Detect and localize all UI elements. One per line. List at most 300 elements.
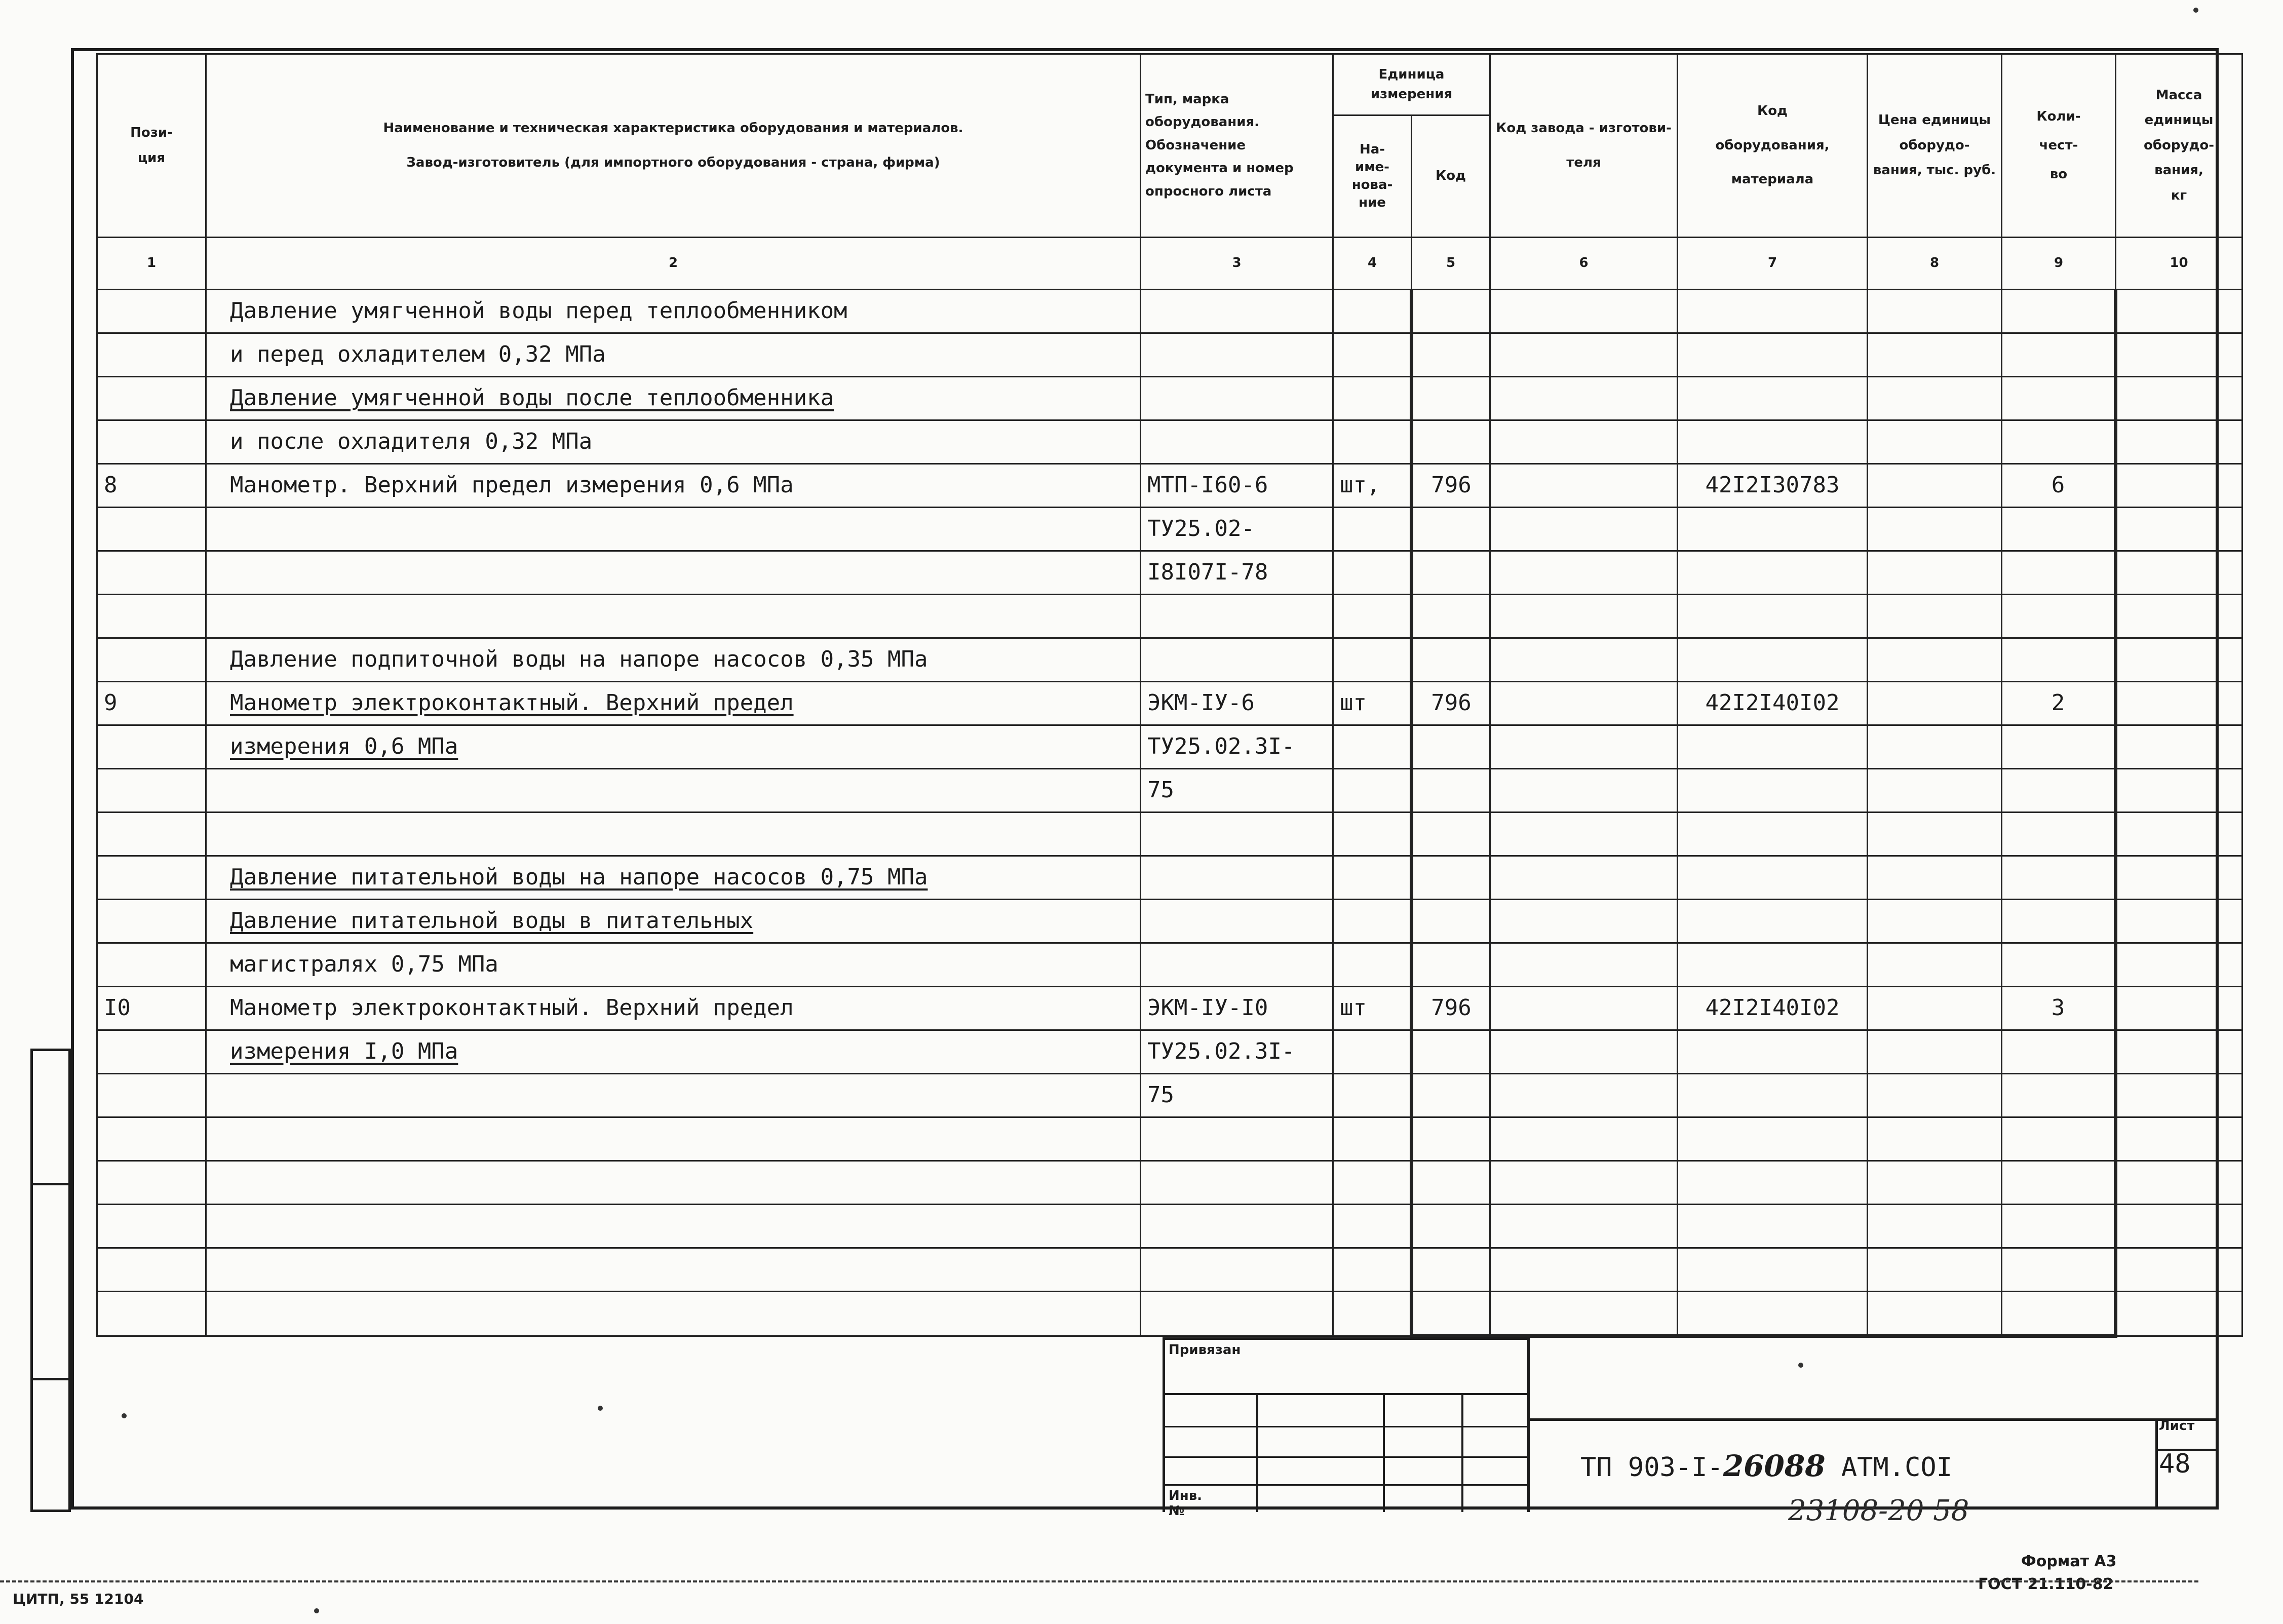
table-cell-c3 xyxy=(1141,638,1333,682)
table-cell-c9 xyxy=(2002,900,2116,943)
table-cell-c10 xyxy=(2116,464,2242,508)
table-cell-c3 xyxy=(1141,333,1333,377)
table-cell-c5 xyxy=(1412,856,1490,900)
table-cell-c10 xyxy=(2116,1074,2242,1117)
table-cell-c10 xyxy=(2116,638,2242,682)
table-cell-c2: измерения 0,6 МПа xyxy=(206,725,1141,769)
table-cell-c7 xyxy=(1678,1030,1868,1074)
table-cell-c6 xyxy=(1490,725,1678,769)
table-cell-c10 xyxy=(2116,943,2242,987)
table-cell-c6 xyxy=(1490,464,1678,508)
table-cell-c5 xyxy=(1412,900,1490,943)
table-cell-c1 xyxy=(97,900,206,943)
column-number: 9 xyxy=(2002,238,2116,290)
sheet-label: Лист xyxy=(2159,1418,2195,1434)
binding-strip-middle xyxy=(30,1183,71,1380)
table-cell-c2 xyxy=(206,1248,1141,1292)
inventory-label: Инв. № xyxy=(1169,1488,1203,1519)
table-cell-c5 xyxy=(1412,551,1490,595)
header-equipment-code: Код оборудования, материала xyxy=(1678,54,1868,238)
table-cell-c1: 9 xyxy=(97,682,206,725)
table-cell-c2 xyxy=(206,769,1141,813)
column-number: 3 xyxy=(1141,238,1333,290)
table-cell-c5 xyxy=(1412,1292,1490,1336)
table-cell-c8 xyxy=(1868,769,2002,813)
table-cell-c7 xyxy=(1678,638,1868,682)
table-cell-c10 xyxy=(2116,1292,2242,1336)
table-cell-c2 xyxy=(206,1292,1141,1336)
table-cell-c3 xyxy=(1141,1248,1333,1292)
table-cell-c2: Давление умягченной воды перед теплообменником xyxy=(206,290,1141,333)
table-cell-c3: МТП-I60-6 xyxy=(1141,464,1333,508)
table-cell-c4 xyxy=(1333,725,1412,769)
table-cell-c10 xyxy=(2116,813,2242,856)
table-cell-c3: ТУ25.02.3I- xyxy=(1141,725,1333,769)
column-number: 5 xyxy=(1412,238,1490,290)
table-cell-c1 xyxy=(97,769,206,813)
table-cell-c1 xyxy=(97,943,206,987)
table-cell-c2: измерения I,0 МПа xyxy=(206,1030,1141,1074)
table-cell-c6 xyxy=(1490,290,1678,333)
binding-strip-upper xyxy=(30,1049,71,1185)
table-cell-c7 xyxy=(1678,725,1868,769)
table-cell-c6 xyxy=(1490,508,1678,551)
table-cell-c5 xyxy=(1412,725,1490,769)
table-cell-c10 xyxy=(2116,551,2242,595)
table-cell-c3 xyxy=(1141,813,1333,856)
table-row xyxy=(97,813,2242,856)
table-cell-c5 xyxy=(1412,813,1490,856)
table-cell-c7 xyxy=(1678,769,1868,813)
scan-speck xyxy=(1798,1363,1803,1368)
inventory-number-handwritten: 23108-20 58 xyxy=(1788,1494,1969,1527)
table-cell-c7 xyxy=(1678,377,1868,420)
table-cell-c5 xyxy=(1412,290,1490,333)
table-cell-c2: Манометр электроконтактный. Верхний предел xyxy=(206,987,1141,1030)
table-cell-c6 xyxy=(1490,551,1678,595)
header-factory-code: Код завода - изготови- теля xyxy=(1490,54,1678,238)
table-cell-c4 xyxy=(1333,508,1412,551)
table-cell-c1 xyxy=(97,1030,206,1074)
table-cell-c10 xyxy=(2116,856,2242,900)
table-cell-c3 xyxy=(1141,595,1333,638)
table-cell-c10 xyxy=(2116,1248,2242,1292)
table-row xyxy=(97,420,2242,464)
header-unit-code: Код xyxy=(1412,115,1490,238)
table-row xyxy=(97,900,2242,943)
table-cell-c5 xyxy=(1412,943,1490,987)
table-cell-c8 xyxy=(1868,900,2002,943)
table-row xyxy=(97,290,2242,333)
table-cell-c9 xyxy=(2002,1205,2116,1248)
table-cell-c3 xyxy=(1141,1292,1333,1336)
table-cell-c9 xyxy=(2002,1248,2116,1292)
table-cell-c4 xyxy=(1333,551,1412,595)
table-cell-c8 xyxy=(1868,856,2002,900)
table-cell-c8 xyxy=(1868,333,2002,377)
table-cell-c3: ЭКМ-IУ-6 xyxy=(1141,682,1333,725)
copy-mark: ЦИТП, 55 12104 xyxy=(13,1591,144,1607)
table-cell-c1 xyxy=(97,333,206,377)
table-cell-c8 xyxy=(1868,420,2002,464)
table-cell-c7 xyxy=(1678,813,1868,856)
table-cell-c7: 42I2I40I02 xyxy=(1678,987,1868,1030)
table-cell-c5 xyxy=(1412,333,1490,377)
table-cell-c3: ТУ25.02- xyxy=(1141,508,1333,551)
table-cell-c9 xyxy=(2002,420,2116,464)
column-number-row xyxy=(97,238,2242,290)
table-cell-c7: 42I2I40I02 xyxy=(1678,682,1868,725)
table-cell-c1 xyxy=(97,1161,206,1205)
table-row xyxy=(97,1117,2242,1161)
table-cell-c6 xyxy=(1490,1292,1678,1336)
table-cell-c3 xyxy=(1141,856,1333,900)
table-cell-c2: и после охладителя 0,32 МПа xyxy=(206,420,1141,464)
table-cell-c7 xyxy=(1678,1248,1868,1292)
table-cell-c7 xyxy=(1678,508,1868,551)
document-code-handwritten: 26088 xyxy=(1723,1449,1826,1483)
table-cell-c9: 3 xyxy=(2002,987,2116,1030)
table-cell-c9: 6 xyxy=(2002,464,2116,508)
table-cell-c3: ЭКМ-IУ-I0 xyxy=(1141,987,1333,1030)
table-cell-c3 xyxy=(1141,1117,1333,1161)
table-cell-c4: шт, xyxy=(1333,464,1412,508)
specification-table xyxy=(96,53,2243,1338)
header-unit-mass: Масса единицы оборудо- вания, кг xyxy=(2116,54,2242,238)
table-cell-c4 xyxy=(1333,420,1412,464)
table-cell-c8 xyxy=(1868,1030,2002,1074)
table-cell-c2: магистралях 0,75 МПа xyxy=(206,943,1141,987)
table-cell-c3: I8I07I-78 xyxy=(1141,551,1333,595)
table-cell-c4: шт xyxy=(1333,987,1412,1030)
table-cell-c5 xyxy=(1412,1074,1490,1117)
table-cell-c4 xyxy=(1333,333,1412,377)
table-cell-c9 xyxy=(2002,1292,2116,1336)
table-cell-c4 xyxy=(1333,943,1412,987)
table-cell-c6 xyxy=(1490,420,1678,464)
table-cell-c5: 796 xyxy=(1412,987,1490,1030)
column-number: 1 xyxy=(97,238,206,290)
table-cell-c1 xyxy=(97,1074,206,1117)
table-cell-c8 xyxy=(1868,987,2002,1030)
table-cell-c3 xyxy=(1141,377,1333,420)
table-cell-c2 xyxy=(206,813,1141,856)
table-cell-c8 xyxy=(1868,638,2002,682)
table-cell-c5 xyxy=(1412,420,1490,464)
table-cell-c10 xyxy=(2116,725,2242,769)
tied-label: Привязан xyxy=(1169,1342,1241,1358)
table-cell-c1 xyxy=(97,1117,206,1161)
table-cell-c10 xyxy=(2116,1117,2242,1161)
table-row xyxy=(97,943,2242,987)
table-cell-c8 xyxy=(1868,1292,2002,1336)
table-cell-c6 xyxy=(1490,377,1678,420)
table-cell-c4 xyxy=(1333,813,1412,856)
table-cell-c7 xyxy=(1678,290,1868,333)
table-cell-c10 xyxy=(2116,682,2242,725)
table-cell-c7 xyxy=(1678,943,1868,987)
table-cell-c3: ТУ25.02.3I- xyxy=(1141,1030,1333,1074)
table-cell-c10 xyxy=(2116,1161,2242,1205)
table-cell-c1 xyxy=(97,725,206,769)
table-cell-c1 xyxy=(97,1248,206,1292)
table-cell-c7 xyxy=(1678,1074,1868,1117)
table-cell-c5 xyxy=(1412,1030,1490,1074)
table-cell-c8 xyxy=(1868,1074,2002,1117)
table-cell-c9 xyxy=(2002,595,2116,638)
table-cell-c4 xyxy=(1333,1248,1412,1292)
column-number: 10 xyxy=(2116,238,2242,290)
header-name: Наименование и техническая характеристика оборудования и материалов. Завод-изготовитель (для импортного оборудования - страна, фирма) xyxy=(206,54,1141,238)
trim-line xyxy=(0,1580,2198,1582)
table-cell-c9 xyxy=(2002,377,2116,420)
header-unit-name: На- име- нова- ние xyxy=(1333,115,1412,238)
table-cell-c9: 2 xyxy=(2002,682,2116,725)
table-cell-c2 xyxy=(206,1117,1141,1161)
table-cell-c10 xyxy=(2116,508,2242,551)
table-cell-c10 xyxy=(2116,769,2242,813)
table-cell-c2: Давление умягченной воды после теплообменника xyxy=(206,377,1141,420)
table-cell-c4 xyxy=(1333,1292,1412,1336)
table-cell-c7 xyxy=(1678,333,1868,377)
table-cell-c1 xyxy=(97,290,206,333)
table-cell-c5 xyxy=(1412,377,1490,420)
table-cell-c6 xyxy=(1490,987,1678,1030)
table-cell-c8 xyxy=(1868,551,2002,595)
table-cell-c5 xyxy=(1412,638,1490,682)
table-cell-c8 xyxy=(1868,943,2002,987)
table-row xyxy=(97,725,2242,769)
table-cell-c2: Манометр электроконтактный. Верхний предел xyxy=(206,682,1141,725)
table-row xyxy=(97,682,2242,725)
table-cell-c9 xyxy=(2002,1074,2116,1117)
table-cell-c1 xyxy=(97,377,206,420)
table-cell-c8 xyxy=(1868,1205,2002,1248)
table-cell-c5 xyxy=(1412,595,1490,638)
table-cell-c10 xyxy=(2116,1205,2242,1248)
header-unit-price: Цена единицы оборудо- вания, тыс. руб. xyxy=(1868,54,2002,238)
header-row xyxy=(97,54,2242,115)
binding-strip-lower xyxy=(30,1378,71,1512)
table-cell-c3: 75 xyxy=(1141,769,1333,813)
table-cell-c4 xyxy=(1333,638,1412,682)
table-cell-c10 xyxy=(2116,377,2242,420)
table-cell-c2 xyxy=(206,1161,1141,1205)
table-cell-c6 xyxy=(1490,1161,1678,1205)
column-number: 6 xyxy=(1490,238,1678,290)
table-cell-c2: Давление подпиточной воды на напоре насосов 0,35 МПа xyxy=(206,638,1141,682)
column-number: 8 xyxy=(1868,238,2002,290)
scan-speck xyxy=(598,1406,603,1411)
table-cell-c8 xyxy=(1868,725,2002,769)
table-cell-c6 xyxy=(1490,595,1678,638)
table-cell-c8 xyxy=(1868,813,2002,856)
table-row xyxy=(97,856,2242,900)
table-cell-c8 xyxy=(1868,1248,2002,1292)
table-cell-c3 xyxy=(1141,900,1333,943)
table-cell-c6 xyxy=(1490,1117,1678,1161)
table-cell-c6 xyxy=(1490,1205,1678,1248)
table-row xyxy=(97,1292,2242,1336)
table-cell-c5 xyxy=(1412,1205,1490,1248)
table-cell-c6 xyxy=(1490,900,1678,943)
table-cell-c5: 796 xyxy=(1412,682,1490,725)
table-cell-c1 xyxy=(97,595,206,638)
table-cell-c1: 8 xyxy=(97,464,206,508)
table-row xyxy=(97,1161,2242,1205)
table-cell-c1 xyxy=(97,1205,206,1248)
table-cell-c9 xyxy=(2002,551,2116,595)
table-cell-c7 xyxy=(1678,1161,1868,1205)
table-cell-c5 xyxy=(1412,1248,1490,1292)
sheet-number: 48 xyxy=(2159,1449,2191,1479)
table-cell-c10 xyxy=(2116,900,2242,943)
table-cell-c5 xyxy=(1412,1161,1490,1205)
table-cell-c6 xyxy=(1490,943,1678,987)
format-label: Формат А3 xyxy=(2021,1553,2117,1570)
table-cell-c6 xyxy=(1490,1074,1678,1117)
table-cell-c4 xyxy=(1333,290,1412,333)
table-cell-c8 xyxy=(1868,1161,2002,1205)
table-cell-c2: Манометр. Верхний предел измерения 0,6 МПа xyxy=(206,464,1141,508)
table-row xyxy=(97,1248,2242,1292)
table-cell-c4 xyxy=(1333,1205,1412,1248)
table-cell-c5: 796 xyxy=(1412,464,1490,508)
table-cell-c8 xyxy=(1868,464,2002,508)
table-cell-c9 xyxy=(2002,769,2116,813)
table-cell-c6 xyxy=(1490,1248,1678,1292)
table-row xyxy=(97,595,2242,638)
table-cell-c2: Давление питательной воды на напоре насосов 0,75 МПа xyxy=(206,856,1141,900)
table-cell-c2: и перед охладителем 0,32 МПа xyxy=(206,333,1141,377)
gost-label: ГОСТ 21.110-82 xyxy=(1978,1575,2114,1593)
table-cell-c9 xyxy=(2002,333,2116,377)
table-cell-c2 xyxy=(206,595,1141,638)
table-cell-c5 xyxy=(1412,1117,1490,1161)
table-cell-c1 xyxy=(97,1292,206,1336)
document-code-suffix: АТМ.COI xyxy=(1825,1452,1953,1483)
table-cell-c7 xyxy=(1678,420,1868,464)
table-cell-c10 xyxy=(2116,595,2242,638)
table-cell-c1 xyxy=(97,551,206,595)
table-cell-c7 xyxy=(1678,1117,1868,1161)
table-cell-c4: шт xyxy=(1333,682,1412,725)
table-cell-c4 xyxy=(1333,900,1412,943)
table-row xyxy=(97,508,2242,551)
table-cell-c9 xyxy=(2002,638,2116,682)
table-row xyxy=(97,551,2242,595)
table-cell-c7 xyxy=(1678,1292,1868,1336)
table-cell-c4 xyxy=(1333,856,1412,900)
table-cell-c4 xyxy=(1333,595,1412,638)
table-cell-c9 xyxy=(2002,290,2116,333)
table-cell-c8 xyxy=(1868,1117,2002,1161)
table-cell-c1 xyxy=(97,813,206,856)
table-cell-c9 xyxy=(2002,943,2116,987)
table-cell-c2 xyxy=(206,1205,1141,1248)
table-cell-c8 xyxy=(1868,682,2002,725)
table-row xyxy=(97,769,2242,813)
header-type: Тип, марка оборудования. Обозначение документа и номер опросного листа xyxy=(1141,54,1333,238)
table-cell-c4 xyxy=(1333,1030,1412,1074)
table-cell-c7 xyxy=(1678,900,1868,943)
table-cell-c2 xyxy=(206,1074,1141,1117)
table-cell-c6 xyxy=(1490,769,1678,813)
table-cell-c7 xyxy=(1678,1205,1868,1248)
table-cell-c4 xyxy=(1333,769,1412,813)
header-unit-group: Единица измерения xyxy=(1333,54,1490,115)
table-cell-c9 xyxy=(2002,1161,2116,1205)
header-quantity: Коли- чест- во xyxy=(2002,54,2116,238)
table-cell-c3 xyxy=(1141,1161,1333,1205)
table-cell-c6 xyxy=(1490,682,1678,725)
table-cell-c6 xyxy=(1490,638,1678,682)
table-cell-c3 xyxy=(1141,420,1333,464)
column-number: 4 xyxy=(1333,238,1412,290)
table-cell-c8 xyxy=(1868,595,2002,638)
table-cell-c1 xyxy=(97,856,206,900)
scan-speck xyxy=(122,1413,127,1418)
table-cell-c5 xyxy=(1412,769,1490,813)
document-code-prefix: ТП 903-I- xyxy=(1580,1452,1723,1483)
table-row xyxy=(97,1205,2242,1248)
table-cell-c4 xyxy=(1333,377,1412,420)
table-cell-c6 xyxy=(1490,333,1678,377)
table-cell-c7 xyxy=(1678,856,1868,900)
table-row xyxy=(97,333,2242,377)
table-cell-c4 xyxy=(1333,1074,1412,1117)
column-number: 2 xyxy=(206,238,1141,290)
table-row xyxy=(97,464,2242,508)
table-cell-c3 xyxy=(1141,290,1333,333)
table-cell-c1: I0 xyxy=(97,987,206,1030)
table-cell-c9 xyxy=(2002,813,2116,856)
table-cell-c8 xyxy=(1868,508,2002,551)
document-code xyxy=(1580,1449,1952,1483)
table-row xyxy=(97,1030,2242,1074)
table-cell-c1 xyxy=(97,508,206,551)
table-row xyxy=(97,377,2242,420)
table-cell-c10 xyxy=(2116,987,2242,1030)
table-row xyxy=(97,1074,2242,1117)
table-cell-c10 xyxy=(2116,420,2242,464)
table-cell-c8 xyxy=(1868,377,2002,420)
table-cell-c7 xyxy=(1678,551,1868,595)
table-cell-c3 xyxy=(1141,1205,1333,1248)
table-cell-c4 xyxy=(1333,1117,1412,1161)
table-cell-c10 xyxy=(2116,333,2242,377)
table-cell-c7: 42I2I30783 xyxy=(1678,464,1868,508)
table-cell-c8 xyxy=(1868,290,2002,333)
header-position: Пози- ция xyxy=(97,54,206,238)
table-cell-c9 xyxy=(2002,1117,2116,1161)
table-cell-c1 xyxy=(97,638,206,682)
table-cell-c9 xyxy=(2002,856,2116,900)
table-cell-c2: Давление питательной воды в питательных xyxy=(206,900,1141,943)
table-cell-c4 xyxy=(1333,1161,1412,1205)
table-cell-c2 xyxy=(206,508,1141,551)
table-cell-c9 xyxy=(2002,1030,2116,1074)
table-cell-c6 xyxy=(1490,856,1678,900)
scan-speck xyxy=(2193,8,2198,13)
table-cell-c6 xyxy=(1490,813,1678,856)
table-row xyxy=(97,987,2242,1030)
table-cell-c1 xyxy=(97,420,206,464)
table-cell-c9 xyxy=(2002,725,2116,769)
table-cell-c3 xyxy=(1141,943,1333,987)
scan-speck xyxy=(314,1608,319,1613)
column-number: 7 xyxy=(1678,238,1868,290)
